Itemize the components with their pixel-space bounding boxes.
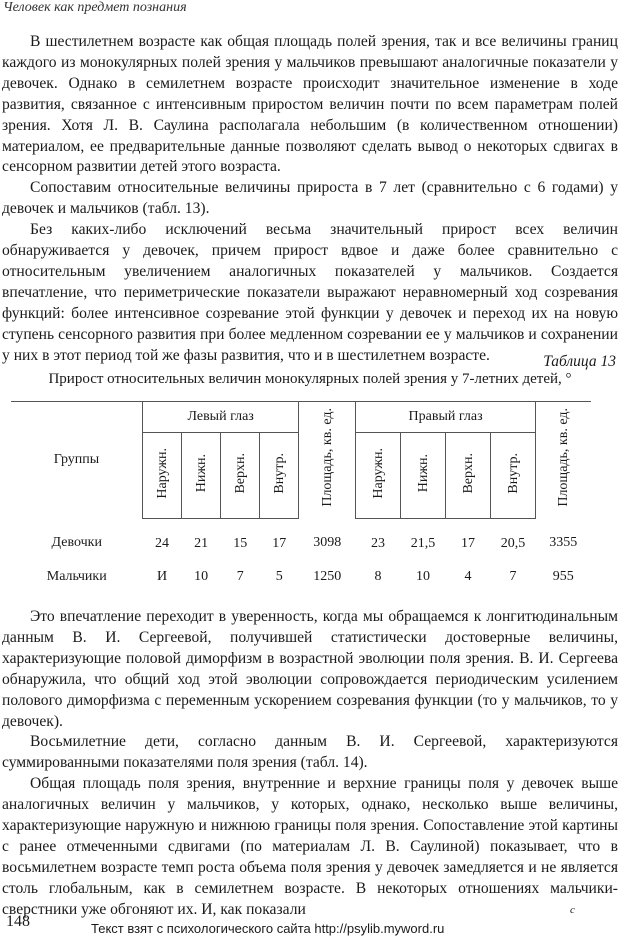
group-cell: Мальчики: [46, 568, 107, 584]
table-cell: 3355: [549, 535, 578, 551]
table-cell: 8: [374, 568, 382, 584]
table-cell: 10: [416, 568, 431, 584]
table-cell: 23: [371, 535, 386, 551]
paragraph: Это впечатление переходит в уверенность, когда мы обращаемся к лонгитюдинальным данным В. И. Сергеевой, получившей статистически достоверные величины, характеризующие половой диморфизм в возрастной эволюции поля зрения. В. И. Сергеева обнаружила, что общий ход этой эволюции сопровождается периодическим усилением полового диморфизма с переменным ускорением созревания функции (то у мальчиков, то у девочек).: [2, 608, 618, 730]
upper-header: Верхн.: [446, 433, 491, 519]
table-cell: 4: [464, 568, 472, 584]
table-row: [11, 560, 591, 593]
data-table: [11, 401, 591, 593]
right-eye-header: Правый глаз: [356, 402, 536, 433]
table-cell: 17: [461, 535, 476, 551]
table-cell: И: [156, 568, 168, 584]
paragraph: Общая площадь поля зрения, внутренние и верхние границы поля у девочек выше аналогичных величин у мальчиков, у которых, однако, несколько выше величины, характеризующие наружную и нижнюю границы поля зрения. Сопоставление этой картины с ранее отмеченными сдвигами (по материалам Л. В. Саулиной) показывает, что в восьмилетнем возрасте темп роста объема поля зрения у девочек замедляется и не является столь глобальным, как в семилетнем возрасте. В некоторых отношениях мальчики-сверстники уже обгоняют их. И, как показали: [2, 775, 618, 918]
table-header-row: [11, 402, 591, 433]
text-block-top: [2, 32, 618, 367]
table-cell: 17: [272, 535, 287, 551]
inner-header: Внутр.: [490, 433, 535, 519]
table-cell: 7: [509, 568, 517, 584]
inner-header: Внутр.: [260, 433, 299, 519]
group-cell: Девочки: [51, 535, 102, 551]
right-area-header: Площадь, кв. ед.: [536, 402, 591, 519]
table-cell: 24: [155, 535, 170, 551]
paragraph: Восьмилетние дети, согласно данным В. И. Сергеевой, характеризуются суммированными показателями поля зрения (табл. 14).: [2, 733, 618, 772]
paragraph: Сопоставим относительные величины прироста в 7 лет (сравнительно с 6 годами) у девочек и мальчиков (табл. 13).: [2, 179, 618, 218]
left-area-header: Площадь, кв. ед.: [299, 402, 356, 519]
running-head: Человек как предмет познания: [3, 0, 187, 15]
source-note: Текст взят с психологического сайта http://psylib.myword.ru: [91, 921, 445, 936]
left-eye-header: Левый глаз: [142, 402, 298, 433]
outer-header: Наружн.: [142, 433, 181, 519]
upper-header: Верхн.: [221, 433, 260, 519]
table-cell: 21: [194, 535, 209, 551]
table-cell: 3098: [313, 535, 342, 551]
table-row: [11, 519, 591, 561]
page-number: 148: [6, 913, 30, 930]
text-block-bottom: [2, 607, 618, 921]
table-cell: 1250: [313, 568, 342, 584]
lower-header: Нижн.: [182, 433, 221, 519]
table-cell: 10: [194, 568, 209, 584]
paragraph: Без каких-либо исключений весьма значительный прирост всех величин обнаруживается у девочек, причем прирост вдвое и даже более сравнительно с относительным увеличением аналогичных показателей у мальчиков. Создается впечатление, что периметрические показатели выражают неравномерный ход созревания функций: более интенсивное созревание этой функции у девочек и переход их на новую ступень сенсорного развития при более медленном созревании ее у мальчиков и сохранении у них в этот период той же фазы развития, что и в шестилетнем возрасте.: [2, 221, 618, 364]
table-cell: 5: [275, 568, 283, 584]
lower-header: Нижн.: [400, 433, 445, 519]
table-label: Таблица 13: [543, 353, 616, 370]
outer-header: Наружн.: [356, 433, 401, 519]
table-cell: 955: [552, 568, 574, 584]
paragraph: В шестилетнем возрасте как общая площадь полей зрения, так и все величины границ каждого из монокулярных полей зрения у мальчиков превышают аналогичные показатели у девочек. Однако в семилетнем возрасте происходит значительное изменение в ходе развития, связанное с интенсивным приростом величин почти по всем параметрам полей зрения. Хотя Л. В. Саулина располагала небольшим (в количественном отношении) материалом, ее предварительные данные позволяют сделать вывод о некоторых сдвигах в сенсорном развитии детей этого возраста.: [2, 33, 618, 176]
groups-header: Группы: [11, 402, 142, 519]
table-cell: 20,5: [500, 535, 526, 551]
corner-mark: с: [570, 904, 575, 916]
table-caption: Прирост относительных величин монокулярных полей зрения у 7-летних детей, °: [48, 371, 572, 387]
table-cell: 15: [233, 535, 248, 551]
table-cell: 21,5: [410, 535, 436, 551]
table-cell: 7: [236, 568, 244, 584]
